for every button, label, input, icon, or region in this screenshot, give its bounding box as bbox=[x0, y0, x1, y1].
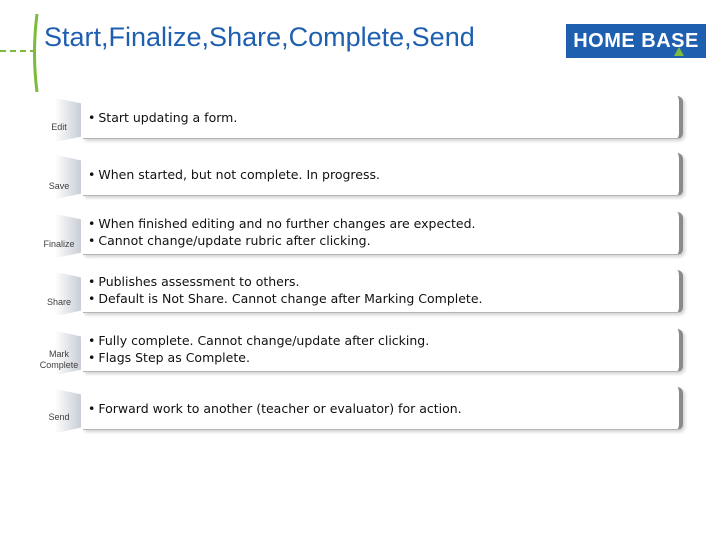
green-bracket-decoration bbox=[31, 14, 39, 92]
step-chevron-send bbox=[37, 385, 81, 437]
bullet-item: • Fully complete. Cannot change/update after clicking. bbox=[88, 332, 429, 349]
step-label-send: Send bbox=[48, 412, 70, 422]
step-label-edit: Edit bbox=[51, 122, 67, 132]
step-bullets-send bbox=[88, 400, 462, 417]
step-chevron-save bbox=[37, 151, 81, 203]
step-bullets-save bbox=[88, 166, 380, 183]
bullet-item: • Publishes assessment to others. bbox=[88, 273, 483, 290]
step-chevron-share bbox=[37, 268, 81, 320]
bullet-item: • When started, but not complete. In progress. bbox=[88, 166, 380, 183]
step-label-save: Save bbox=[48, 181, 70, 191]
step-label-share: Share bbox=[46, 297, 72, 307]
step-bullets-share bbox=[88, 273, 483, 307]
step-bullets-mark-complete bbox=[88, 332, 429, 366]
bullet-item: • Start updating a form. bbox=[88, 109, 237, 126]
bullet-item: • Default is Not Share. Cannot change after Marking Complete. bbox=[88, 290, 483, 307]
step-chevron-edit bbox=[37, 94, 81, 146]
bullet-item: • Flags Step as Complete. bbox=[88, 349, 429, 366]
bullet-item: • Cannot change/update rubric after clicking. bbox=[88, 232, 476, 249]
bullet-item: • When finished editing and no further changes are expected. bbox=[88, 215, 476, 232]
logo-text: HOME BASE bbox=[573, 29, 699, 52]
step-bullets-edit bbox=[88, 109, 237, 126]
step-bullets-finalize bbox=[88, 215, 476, 249]
page-title: Start,Finalize,Share,Complete,Send bbox=[44, 22, 475, 52]
step-chevron-finalize bbox=[37, 210, 81, 262]
logo-arrow-icon bbox=[674, 47, 684, 56]
step-label-finalize: Finalize bbox=[43, 239, 75, 249]
bullet-item: • Forward work to another (teacher or evaluator) for action. bbox=[88, 400, 462, 417]
step-label-mark-complete: Mark Complete bbox=[39, 349, 79, 370]
home-base-logo bbox=[566, 24, 706, 58]
